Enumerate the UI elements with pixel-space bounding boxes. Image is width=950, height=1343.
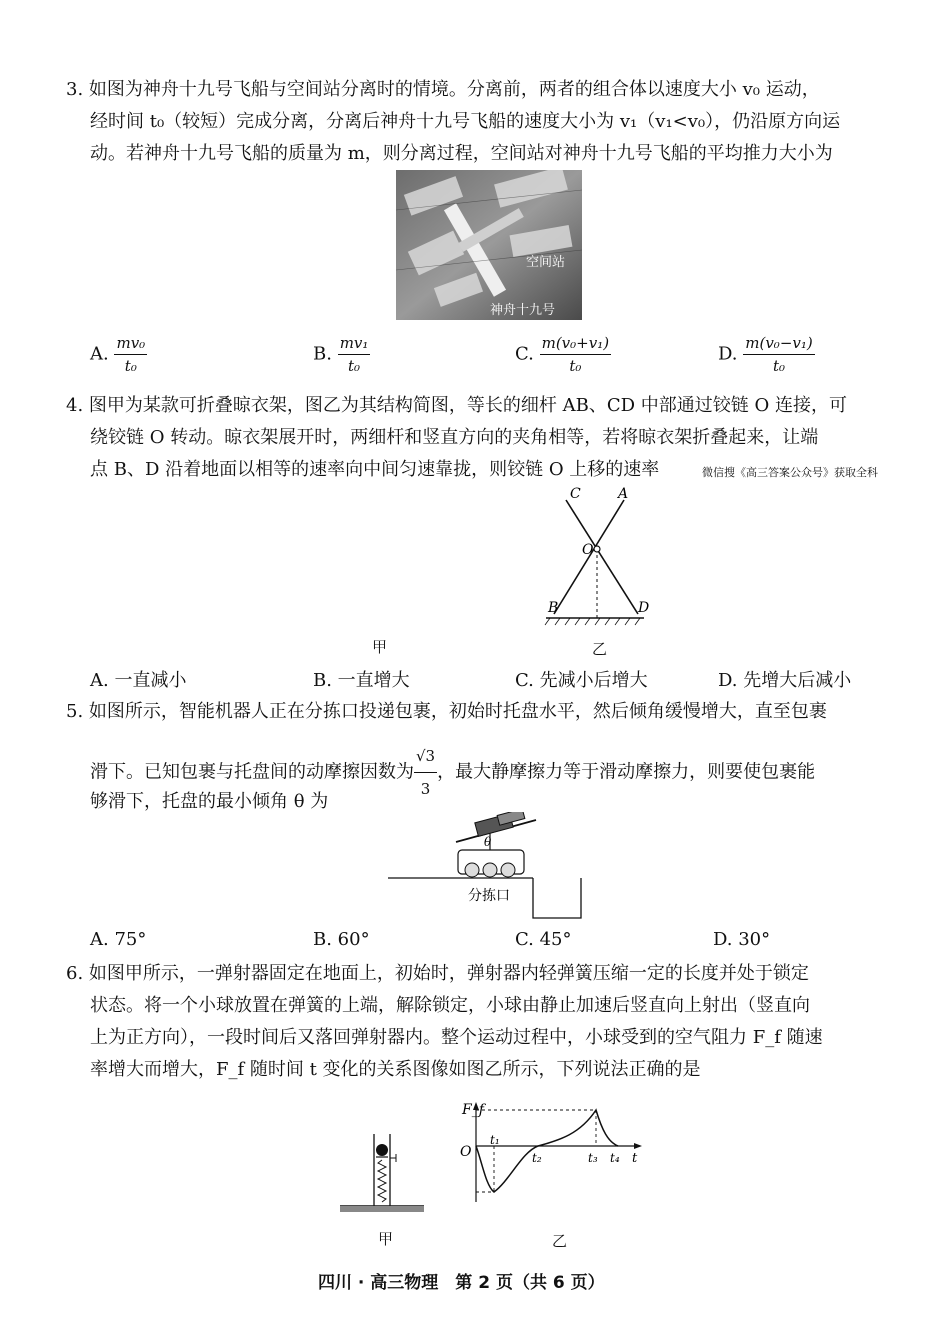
q6-line-1: 6. 如图甲所示，一弹射器固定在地面上，初始时，弹射器内轻弹簧压缩一定的长度并处于锁定 bbox=[66, 963, 809, 984]
q6-graph-yi bbox=[450, 1100, 650, 1210]
photo-label-station: 空间站 bbox=[526, 255, 566, 270]
q6-line-2: 状态。将一个小球放置在弹簧的上端，解除锁定，小球由静止加速后竖直向上射出（竖直向 bbox=[90, 995, 810, 1016]
q4-option-b[interactable]: B. 一直增大 bbox=[313, 670, 410, 691]
axis-label-ff: F_f bbox=[462, 1102, 484, 1118]
option-numerator: m(v₀+v₁) bbox=[540, 334, 611, 355]
option-letter: A. bbox=[90, 343, 109, 365]
option-letter: D. bbox=[718, 343, 738, 365]
option-numerator: mv₁ bbox=[338, 334, 371, 355]
option-denominator: t₀ bbox=[348, 357, 361, 375]
label-a: A bbox=[618, 486, 629, 502]
axis-origin: O bbox=[460, 1144, 472, 1160]
option-numerator: m(v₀−v₁) bbox=[743, 334, 814, 355]
tick-t1: t₁ bbox=[490, 1133, 500, 1147]
q3-option-b[interactable] bbox=[313, 334, 370, 375]
q3-photo bbox=[396, 170, 582, 320]
label-o: O bbox=[582, 542, 594, 558]
page-footer: 四川 · 高三物理 第 2 页（共 6 页） bbox=[318, 1273, 605, 1293]
q6-line-4: 率增大而增大，F_f 随时间 t 变化的关系图像如图乙所示，下列说法正确的是 bbox=[90, 1059, 701, 1080]
option-denominator: t₀ bbox=[124, 357, 137, 375]
option-denominator: t₀ bbox=[569, 357, 582, 375]
q4-line-3: 点 B、D 沿着地面以相等的速率向中间匀速靠拢，则铰链 O 上移的速率 bbox=[90, 459, 660, 480]
q4-option-a[interactable]: A. 一直减小 bbox=[90, 670, 187, 691]
q3-option-c[interactable] bbox=[515, 334, 611, 375]
q4-label-yi: 乙 bbox=[592, 640, 608, 658]
option-numerator: mv₀ bbox=[114, 334, 147, 355]
q5-option-a[interactable]: A. 75° bbox=[90, 929, 147, 950]
q3-option-a[interactable] bbox=[90, 334, 147, 375]
q3-line-3: 动。若神舟十九号飞船的质量为 m，则分离过程，空间站对神舟十九号飞船的平均推力大小为 bbox=[90, 143, 833, 164]
q3-option-d[interactable] bbox=[718, 334, 815, 375]
svg-text:θ: θ bbox=[484, 835, 492, 849]
q5-option-c[interactable]: C. 45° bbox=[515, 929, 572, 950]
q4-option-d[interactable]: D. 先增大后减小 bbox=[718, 670, 852, 691]
q4-label-jia: 甲 bbox=[372, 638, 388, 656]
q4-option-c[interactable]: C. 先减小后增大 bbox=[515, 670, 648, 691]
label-d: D bbox=[638, 600, 650, 616]
label-b: B bbox=[548, 600, 559, 616]
photo-label-shenzhou: 神舟十九号 bbox=[490, 303, 556, 318]
q6-figure-jia bbox=[338, 1130, 428, 1220]
q6-label-yi: 乙 bbox=[552, 1232, 568, 1250]
q3-line-2: 经时间 t₀（较短）完成分离，分离后神舟十九号飞船的速度大小为 v₁（v₁<v₀），仍沿原方向运 bbox=[90, 111, 841, 132]
sorting-port-label: 分拣口 bbox=[468, 888, 510, 904]
label-c: C bbox=[570, 486, 581, 502]
q5-line-2-pre: 滑下。已知包裹与托盘间的动摩擦因数为 bbox=[90, 761, 414, 783]
q6-label-jia: 甲 bbox=[378, 1230, 394, 1248]
option-letter: B. bbox=[313, 343, 332, 365]
option-letter: C. bbox=[515, 343, 534, 365]
tick-t2: t₂ bbox=[532, 1151, 542, 1165]
q5-line-2-post: ，最大静摩擦力等于滑动摩擦力，则要使包裹能 bbox=[437, 761, 816, 783]
q3-line-1: 3. 如图为神舟十九号飞船与空间站分离时的情境。分离前，两者的组合体以速度大小 v₀ 运动， bbox=[66, 79, 820, 100]
q4-line-1: 4. 图甲为某款可折叠晾衣架，图乙为其结构简图，等长的细杆 AB、CD 中部通过铰链 O 连接，可 bbox=[66, 395, 847, 416]
axis-label-t: t bbox=[632, 1151, 638, 1166]
friction-denominator: 3 bbox=[420, 780, 431, 798]
q5-option-d[interactable]: D. 30° bbox=[713, 929, 771, 950]
q4-figure-yi bbox=[540, 484, 650, 634]
friction-numerator: √3 bbox=[414, 742, 437, 773]
q5-figure bbox=[386, 812, 586, 922]
option-denominator: t₀ bbox=[772, 357, 786, 375]
q6-line-3: 上为正方向），一段时间后又落回弹射器内。整个运动过程中，小球受到的空气阻力 F_f 随速 bbox=[90, 1027, 823, 1048]
tick-t4: t₄ bbox=[610, 1151, 620, 1165]
watermark: 微信搜《高三答案公众号》获取全科 bbox=[702, 466, 878, 479]
q5-option-b[interactable]: B. 60° bbox=[313, 929, 370, 950]
q5-line-3: 够滑下，托盘的最小倾角 θ 为 bbox=[90, 791, 329, 812]
q5-line-1: 5. 如图所示，智能机器人正在分拣口投递包裹，初始时托盘水平，然后倾角缓慢增大，直至包裹 bbox=[66, 701, 827, 722]
tick-t3: t₃ bbox=[588, 1151, 598, 1165]
q4-line-2: 绕铰链 O 转动。晾衣架展开时，两细杆和竖直方向的夹角相等，若将晾衣架折叠起来，让端 bbox=[90, 427, 819, 448]
